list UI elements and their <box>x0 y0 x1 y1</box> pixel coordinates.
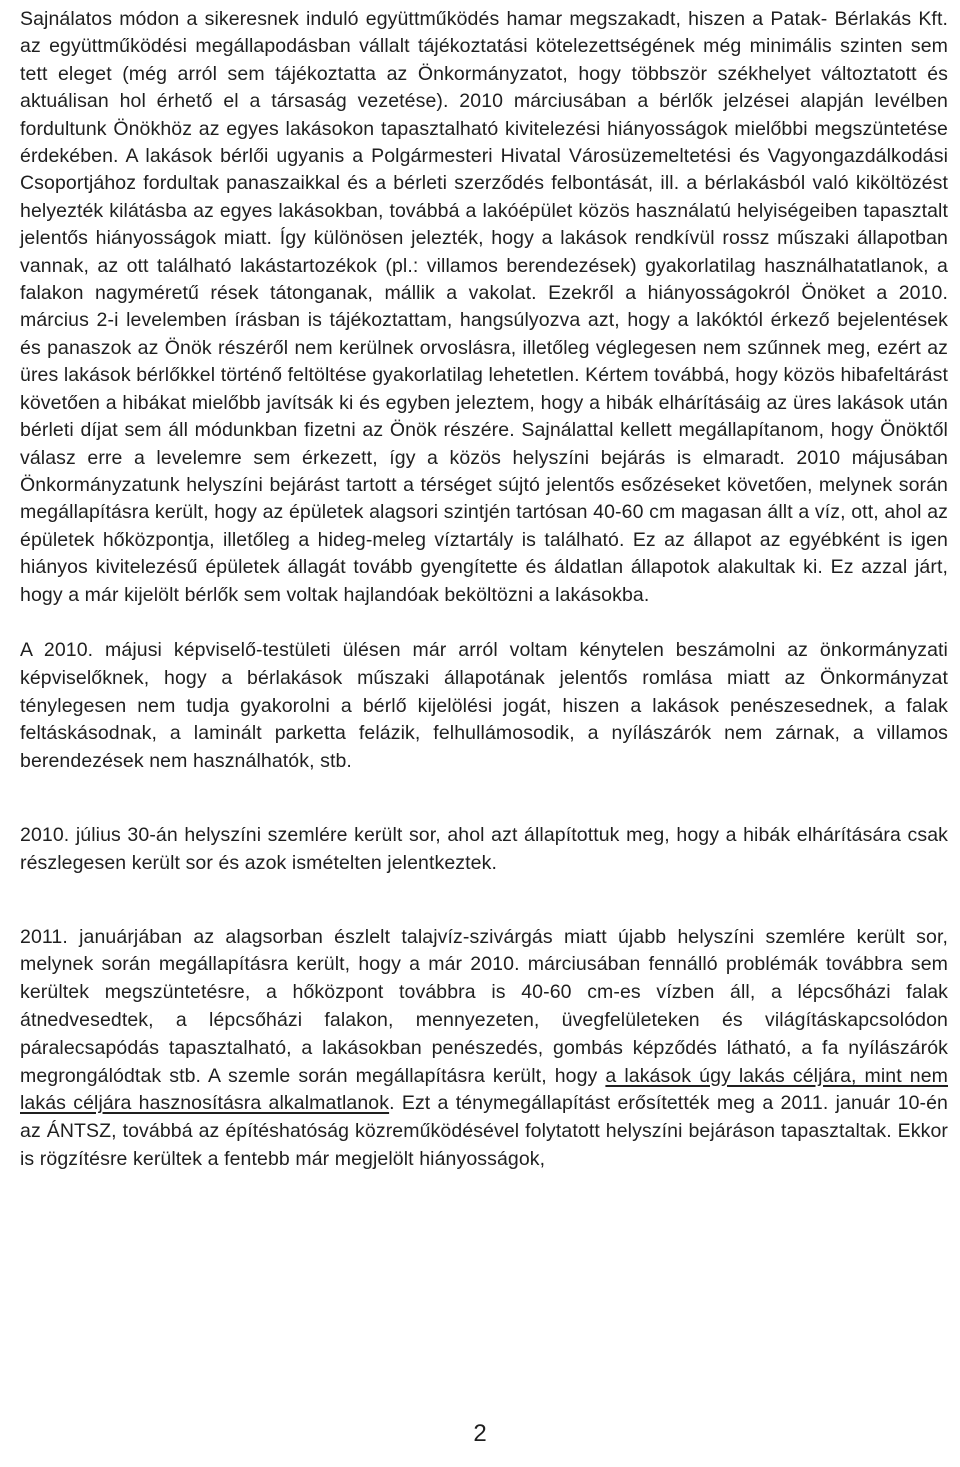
page-number: 2 <box>473 1420 487 1447</box>
paragraph-4 <box>20 924 948 1174</box>
paragraph-4-text-end: . Ezt a ténymegállapítást erősítették meg a 2011. január 10-én az ÁNTSZ, továbbá az építéshatóság közreműködésével folytatott helyszíni bejáráson tapasztaltak. Ekkor is rögzítésre kerültek a fentebb már megjelölt hiányosságok, <box>20 1092 948 1170</box>
paragraph-2: A 2010. májusi képviselő-testületi ülésen már arról voltam kénytelen beszámolni az önkormányzati képviselőknek, hogy a bérlakások műszaki állapotának jelentős romlása miatt az Önkormányzat ténylegesen nem tudja gyakorolni a bérlő kijelölési jogát, hiszen a lakások penészesednek, a falak feltáskásodnak, a laminált parketta felázik, felhullámosodik, a nyílászárók nem zárnak, a villamos berendezések nem használhatók, stb. <box>20 638 948 773</box>
underlined-statement: a lakások úgy lakás céljára, mint nem lakás céljára hasznosításra alkalmatlanok <box>20 1064 948 1115</box>
paragraph-1: Sajnálatos módon a sikeresnek induló együttműködés hamar megszakadt, hiszen a Patak- Bérlakás Kft. az együttműködési megállapodásban vállalt tájékoztatási kötelezettségének még minimális szinten sem tett eleget (még arról sem tájékoztatta az Önkormányzatot, hogy többször székhelyet változtatott és aktuálisan hol érhető el a társaság vezetése). 2010 márciusában a bérlők jelzései alapján levélben fordultunk Önökhöz az egyes lakásokon tapasztalható kivitelezési hiányosságok mielőbbi megszüntetése érdekében. A lakások bérlői ugyanis a Polgármesteri Hivatal Városüzemeltetési és Vagyongazdálkodási Csoportjához fordultak panaszaikkal és a bérleti szerződés felbontását, ill. a bérlakásból való kiköltözést helyezték kilátásba az egyes lakásokban, továbbá a lakóépület közös használatú helyiségeiben tapasztalt jelentős hiányosságok miatt. Így különösen jelezték, hogy a lakások rendkívül rossz műszaki állapotban vannak, az ott található lakástartozékok (pl.: villamos berendezések) gyakorlatilag használhatatlanok, a falakon nagyméretű rések tátonganak, mállik a vakolat. Ezekről a hiányosságokról Önöket a 2010. március 2-i levelemben írásban is tájékoztattam, hangsúlyozva azt, hogy a lakóktól érkező bejelentések és panaszok az Önök részéről nem kerülnek orvoslásra, illetőleg véglegesen nem szűnnek meg, ezért az üres lakások bérlőkkel történő feltöltése gyakorlatilag lehetetlen. Kértem továbbá, hogy közös hibafeltárást követően a hibákat mielőbb javítsák ki és egyben jeleztem, hogy a hibák elhárításáig az üres lakások után bérleti díjat sem áll módunkban fizetni az Önök részére. Sajnálattal kellett megállapítanom, hogy Önöktől válasz erre a levelemre sem érkezett, így a közös helyszíni bejárás is elmaradt. 2010 májusában Önkormányzatunk helyszíni bejárást tartott a térséget sújtó jelentős esőzéseket követően, melynek során megállapításra került, hogy az épületek alagsori szintjén tartósan 40-60 cm magasan állt a víz, ott, ahol az épületek hőközpontja, illetőleg a hideg-meleg víztartály is található. Ez az állapot az egyébként is igen hiányos kivitelezésű épületek állagát tovább gyengítette és áldatlan állapotok alakultak ki. Ez azzal járt, hogy a már kijelölt bérlők sem voltak hajlandóak beköltözni a lakásokba. <box>20 8 948 606</box>
document-body <box>20 6 948 1174</box>
paragraph-3: 2010. július 30-án helyszíni szemlére került sor, ahol azt állapítottuk meg, hogy a hibák elhárítására csak részlegesen került sor és azok ismételten jelentkeztek. <box>20 823 948 874</box>
paragraph-4-text-start: 2011. januárjában az alagsorban észlelt talajvíz-szivárgás miatt újabb helyszíni szemlére került sor, melynek során megállapításra került, hogy a már 2010. márciusában fennálló problémák továbbra sem kerültek megszüntetésre, a hőközpont továbbra is 40-60 cm-es vízben áll, a lépcsőházi falak átnedvesedtek, a lépcsőházi falakon, mennyezeten, üvegfelületeken és világításkapcsolódon páralecsapódás tapasztalható, a lakásokban penészedés, gombás képződés látható, a fa nyílászárók megrongálódtak stb. A szemle során megállapításra került, hogy <box>20 925 948 1087</box>
